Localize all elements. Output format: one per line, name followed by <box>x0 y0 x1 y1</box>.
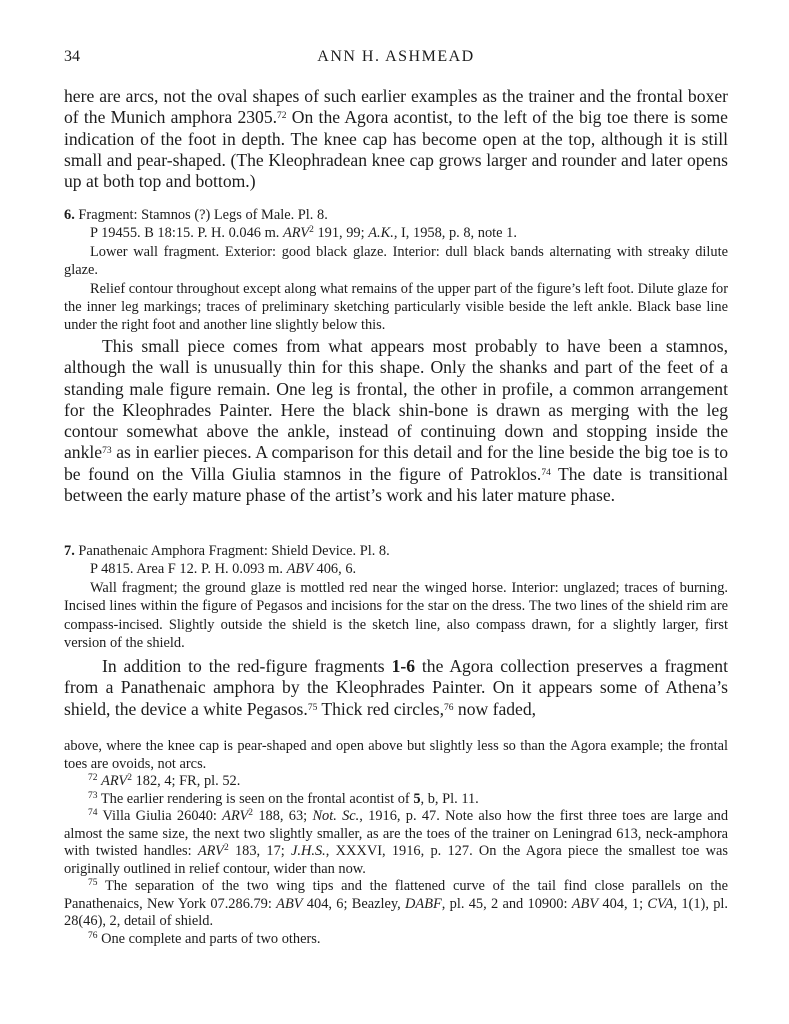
footnotes <box>64 738 728 948</box>
paragraph-discussion: This small piece comes from what appears most probably to have been a stamnos, although the wall is unusually thin for this shape. Only the shanks and part of the feet of a standing male figure remain. One leg is frontal, the other in profile, a common arrangement for the Kleophrades Painter. Here the black shin-bone is drawn as merging with the leg contour somewhat above the ankle, instead of continuing down and stopping inside the ankle$^{73}$ as in earlier pieces. A comparison for this detail and for the line beside the big toe is to be found on the Villa Giulia stamnos in the figure of Patroklos.$^{74}$ The date is transitional between the early mature phase of the artist’s work and his later mature phase. <box>64 336 729 506</box>
entry-references: P 4815. Area F 12. P. H. 0.093 m. ABV 406, 6. <box>90 561 357 578</box>
paragraph-continued: here are arcs, not the oval shapes of such earlier examples as the trainer and the frontal boxer of the Munich amphora 2305.72 On the Agora acontist, to the left of the big toe there is some indication of the foot in depth. The knee cap has become open at the top, although it is still small and pear-shaped. (The Kleophradean knee cap grows larger and rounder and later opens up at both top and bottom.) <box>64 86 728 192</box>
footnote-74: $^{74}$ Villa Giulia 26040: ARV$^2$ 188, 63; Not. Sc., 1916, p. 47. Note also how the first three toes are large and almost the same size, the next two slightly smaller, as are the toes of the trainer on Leningrad 613, neck-amphora with twisted handles: ARV$^2$ 183, 17; J.H.S., XXXVI, 1916, p. 127. On the Agora piece the smallest toe was originally outlined in relief contour, wider than now. <box>64 808 729 877</box>
entry-number: 7. <box>64 543 75 559</box>
catalogue-entry-6 <box>64 206 728 335</box>
page-number: 34 <box>64 48 80 65</box>
footnote-ref-74[interactable]: 74 <box>541 467 551 478</box>
footnote-ref-73[interactable]: 73 <box>102 446 112 457</box>
footnote-75: $^{75}$ The separation of the two wing tips and the flattened curve of the tail find close parallels on the Panathenaics, New York 07.286.79: ABV 404, 6; Beazley, DABF, pl. 45, 2 and 10900: ABV 404, 1; CVA, 1(1), pl. 28(46), 2, detail of shield. <box>64 878 728 929</box>
entry-references: P 19455. B 18:15. P. H. 0.046 m. ARV$^2$ 191, 99; A.K., I, 1958, p. 8, note 1. <box>90 225 517 242</box>
entry-title: 6. Fragment: Stamnos (?) Legs of Male. Pl. 8. <box>64 207 328 223</box>
footnote-73: $^{73}$ The earlier rendering is seen on the frontal acontist of 5, b, Pl. 11. <box>88 790 479 807</box>
footnote-ref-72[interactable]: 72 <box>277 111 287 122</box>
entry-description: Wall fragment; the ground glaze is mottled red near the winged horse. Interior: unglazed; traces of burning. Incised lines within the figure of Pegasos and incisions for the star on the dress. The two lines of the shield rim are compass-incised. Slightly outside the shield is the sketch line, also compass drawn, for a slightly larger, first version of the shield. <box>64 579 728 652</box>
footnote-ref-76[interactable]: 76 <box>444 702 454 713</box>
footnote-ref-75[interactable]: 75 <box>307 702 318 713</box>
entry-description: Lower wall fragment. Exterior: good black glaze. Interior: dull black bands alternating with streaky dilute glaze. <box>64 243 728 279</box>
paragraph-panathenaic: In addition to the red-figure fragments 1-6 the Agora collection preserves a fragment from a Panathenaic amphora by the Kleophrades Painter. On it appears some of Athena’s shield, the device a white Pegasos.$^{75}$ Thick red circles,$^{76}$ now faded, <box>64 656 728 719</box>
footnote-72: $^{72}$ ARV$^2$ 182, 4; FR, pl. 52. <box>88 773 241 789</box>
running-head: ANN H. ASHMEAD <box>317 48 475 65</box>
footnote-continuation: above, where the knee cap is pear-shaped and open above but slightly less so than the Agora example; the frontal toes are ovoids, not arcs. <box>64 738 728 772</box>
entry-description: Relief contour throughout except along what remains of the upper part of the figure’s left foot. Dilute glaze for the inner leg markings; traces of preliminary sketching particularly visible beside the left ankle. Black base line under the right foot and another line slightly below this. <box>64 280 728 334</box>
entry-number: 6. <box>64 207 75 223</box>
entry-title: 7. Panathenaic Amphora Fragment: Shield Device. Pl. 8. <box>64 543 390 559</box>
footnote-76: $^{76}$ One complete and parts of two others. <box>88 930 321 947</box>
page-header <box>64 48 728 70</box>
catalogue-entry-7 <box>64 542 728 652</box>
